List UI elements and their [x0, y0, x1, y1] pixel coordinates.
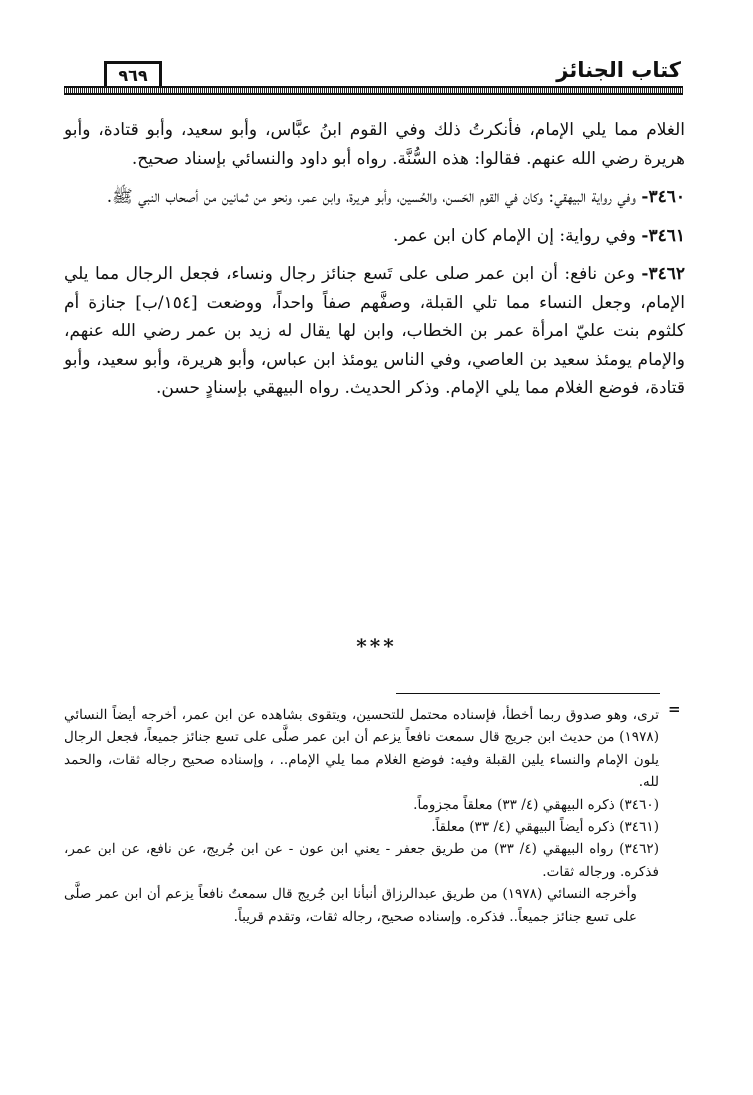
paragraph-text: وفي رواية البيهقي: وكان في القوم الحَسن، والحُسين، وأبو هريرة، وابن عمر، ونحو من ثمانين من أصحاب النبي ﷺ.	[106, 187, 642, 207]
paragraph-text: وعن نافع: أن ابن عمر صلى على تَسع جنائز رجال ونساء، فجعل الرجال مما يلي الإمام، وجعل النساء مما تلي القبلة، وصفَّهم صفاً واحداً، ووضعت [١٥٤/ب] جنازة أم كلثوم بنت عليّ امرأة عمر بن الخطاب، وابن لها يقال له زيد بن عمر رضي الله عنهم، والإمام يومئذ سعيد بن العاصي، وفي الناس يومئذ ابن عباس، وأبو هريرة، وأبو سعيد، وأبو قتادة، فوضع الغلام مما يلي الإمام. وذكر الحديث. رواه البيهقي بإسنادٍ حسن.	[64, 264, 685, 398]
paragraph-text: الغلام مما يلي الإمام، فأنكرتُ ذلك وفي القوم ابنُ عبَّاس، وأبو سعيد، وأبو قتادة، وأبو هريرة رضي الله عنهم. فقالوا: هذه السُّنَّة. رواه أبو داود والنسائي بإسناد صحيح.	[64, 120, 685, 169]
page-number: ٩٦٩	[104, 61, 162, 87]
hadith-number: ٣٤٦٠-	[641, 187, 685, 207]
footnote-continuation-marker: =	[668, 700, 681, 718]
footnote-item: (٣٤٦١) ذكره أيضاً البيهقي (٤/ ٣٣) معلقاً.	[431, 819, 659, 836]
hadith-number: ٣٤٦٢-	[641, 264, 685, 284]
paragraph-3461	[64, 222, 685, 251]
main-text	[64, 116, 685, 413]
header-rule	[64, 86, 683, 95]
footnote-item: ترى، وهو صدوق ربما أخطأ، فإسناده محتمل للتحسين، ويتقوى بشاهده عن ابن عمر، أخرجه أيضاً النسائي (١٩٧٨) من حديث ابن جريج قال سمعت نافعاً يزعم أن ابن عمر صلَّى على تسع جنائز جميعاً، فجعل الرجال يلون الإمام والنساء يلين القبلة وفيه: فوضع الغلام مما يلي الإمام.. ، وإسناده صحيح رجاله ثقات، والحمد لله.	[64, 707, 659, 791]
footnote-rule	[396, 693, 660, 694]
paragraph-text: وفي رواية: إن الإمام كان ابن عمر.	[393, 225, 642, 246]
paragraph-3462	[64, 260, 685, 403]
hadith-number: ٣٤٦١-	[641, 225, 685, 246]
footnote-item: (٣٤٦٢) رواه البيهقي (٤/ ٣٣) من طريق جعفر - يعني ابن عون - عن ابن جُريج، عن نافع، عن ابن عمر، فذكره. ورجاله ثقات.	[64, 841, 659, 880]
running-header-title: كتاب الجنائز	[556, 58, 681, 82]
paragraph-3460	[64, 183, 685, 212]
footnote-item: (٣٤٦٠) ذكره البيهقي (٤/ ٣٣) معلقاً مجزوماً.	[413, 796, 659, 813]
footnotes	[64, 704, 659, 928]
footnote-item: وأخرجه النسائي (١٩٧٨) من طريق عبدالرزاق أنبأنا ابن جُريج قال سمعتُ نافعاً يزعم أن ابن عمر صلَّى على تسع جنائز جميعاً.. فذكره. وإسناده صحيح، رجاله ثقات، وتقدم قريباً.	[64, 886, 637, 925]
paragraph-continuation	[64, 116, 685, 173]
section-separator: ***	[356, 634, 397, 658]
